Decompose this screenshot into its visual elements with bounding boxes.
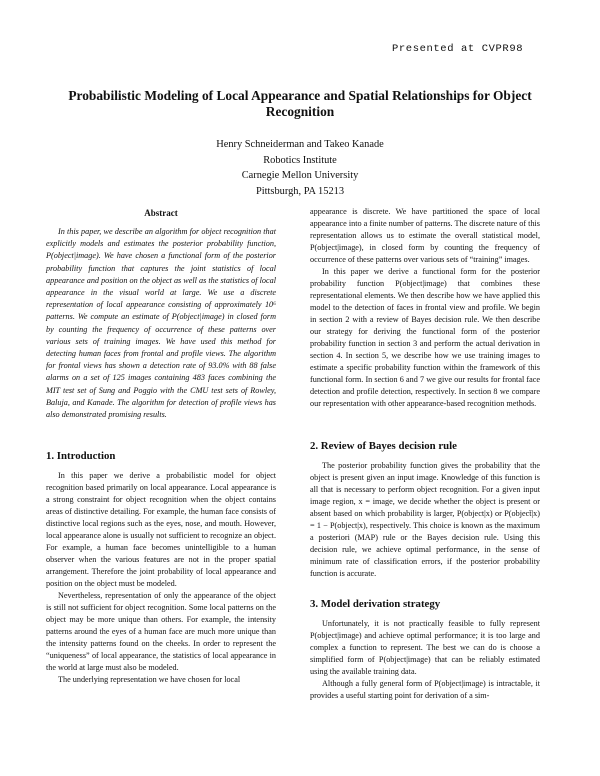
abstract-text: In this paper, we describe an algorithm for object recognition that explicitly models and estimates the posterior probability function, P(object|image). We have chosen a functional form of the posterior probability function that captures the joint statistics of local appearance and position on the object as well as the statistics of local appearance in the visual world at large. We use a discrete representation of local appearance consisting of approximately 10⁶ patterns. We compute an estimate of P(object|image) in closed form by counting the frequency of occurrence of these patterns over various sets of training images. We have used this method for detecting human faces from frontal and profile views. The algorithm for frontal views has shown a detection rate of 93.0% with 88 false alarms on a set of 125 images containing 483 faces combining the MIT test set of Sung and Poggio with the CMU test sets of Rowley, Baluja, and Kanade. The algorithm for detection of profile views has also demonstrated promising results. [46,227,276,420]
intro-continued-paragraph: appearance is discrete. We have partitioned the space of local appearance into a finite number of patterns. The discrete nature of this representation allows us to estimate the overall statistical model, P(object|image), in closed form by counting the frequency of occurrence of these patterns over various sets of “training” images. [310,207,540,264]
conference-note: Presented at CVPR98 [392,43,524,55]
section-intro-body [46,470,276,686]
right-column-intro-continued [310,206,540,410]
author-city: Pittsburgh, PA 15213 [255,185,345,197]
section-bayes-body [310,460,540,580]
intro-paragraph-1: In this paper we derive a probabilistic model for object recognition based primarily on local appearance. Local appearance is a strong constraint for object recognition when the object contains areas of distinctive detailing. For example, the human face consists of distinctive local regions such as the eyes, nose, and mouth. However, local appearance alone is usually not sufficient to recognize an object. For example, a human face becomes unintelligible to a human observer when the various features are not in the proper spatial arrangement. Therefore the joint probability of local appearance and position on the object must be modeled. [46,471,276,588]
author-names: Henry Schneiderman and Takeo Kanade [216,139,384,150]
abstract-heading: Abstract [144,208,178,218]
intro-paragraph-2: Nevertheless, representation of only the appearance of the object is still not sufficient for object recognition. Some local patterns on the object may be more unique than others. For example, the intensity patterns around the eyes of a human face are much more unique than the intensity patterns found on the cheeks. In order to represent the “uniqueness” of local appearance, the statistics of local appearance in the world at large must also be modeled. [46,591,276,672]
section-model-heading: 3. Model derivation strategy [310,598,441,610]
model-paragraph-1: Unfortunately, it is not practically feasible to fully represent P(object|image) and achieve optimal performance; it is too large and complex a function to represent. The best we can do is choose a simplified form of P(object|image) that can be reliably estimated using the available training data. [310,619,540,676]
bayes-paragraph: The posterior probability function gives the probability that the object is present given an input image. Knowledge of this function is all that is necessary to perform object recognition. For a given input image region, x = image, we decide whether the object is present or absent based on which probability is larger, P(object|x) or P(object̄|x) = 1 − P(object|x), respectively. This choice is known as the maximum a posteriori (MAP) rule or the Bayes decision rule. Using this decision rule, we achieve optimal performance, in the sense of minimum rate of classification errors, if the posterior probability function is accurate. [310,461,540,578]
abstract-body [46,226,276,421]
section-bayes-heading: 2. Review of Bayes decision rule [310,440,457,452]
author-institute: Robotics Institute [263,154,337,166]
author-block [0,137,600,199]
intro-outline-paragraph: In this paper we derive a functional form for the posterior probability function P(object|image) that combines these representational elements. We then describe how we have applied this model to the detection of faces in frontal view and profile. We begin in section 2 with a review of Bayes decision rule. We then describe our strategy for deriving the functional form of the posterior probability function in section 3 and perform the actual derivation in section 4. In section 5, we describe how we use training images to estimate a specific probability function within the framework of this functional form. In section 6 and 7 we give our results for frontal face detection and profile detection, respectively. In section 8 we compare our representation with other appearance-based recognition methods. [310,267,540,408]
intro-paragraph-3: The underlying representation we have chosen for local [58,675,241,684]
paper-title: Probabilistic Modeling of Local Appearance and Spatial Relationships for Object Recognition [68,88,532,119]
author-university: Carnegie Mellon University [241,170,359,181]
section-intro-heading: 1. Introduction [46,450,116,462]
section-model-body [310,618,540,702]
model-paragraph-2: Although a fully general form of P(object|image) is intractable, it provides a useful starting point for derivation of a sim- [310,679,540,700]
